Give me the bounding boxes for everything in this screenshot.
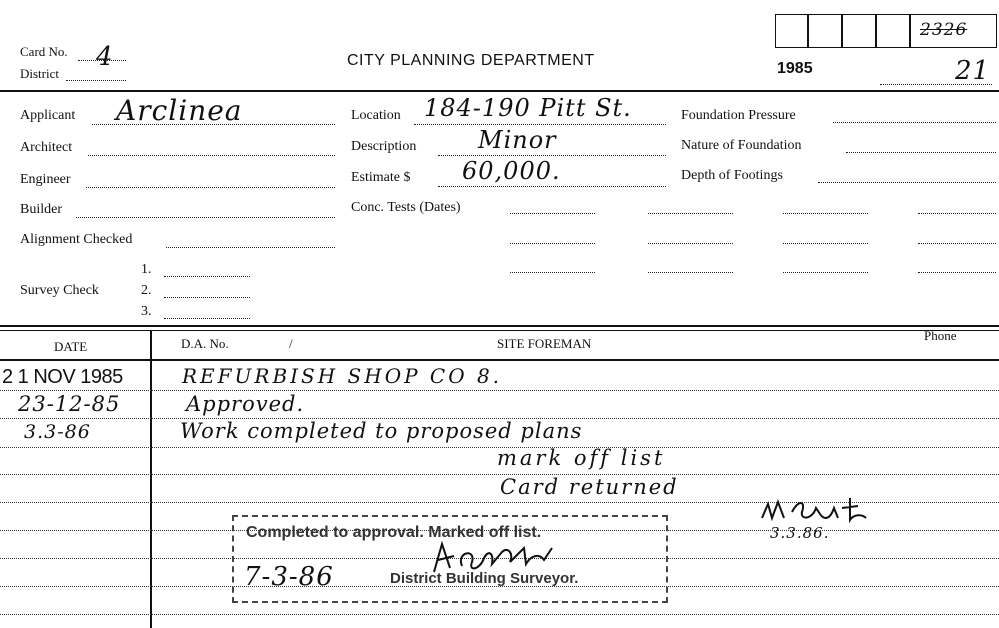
stamp-line-1: Completed to approval. Marked off list. bbox=[246, 524, 542, 541]
survey-dots-2 bbox=[164, 297, 250, 298]
conc-dots bbox=[648, 213, 733, 214]
survey-item-1: 1. bbox=[141, 262, 152, 277]
log-header-rule bbox=[0, 359, 999, 361]
builder-dots bbox=[76, 217, 335, 218]
box-divider bbox=[909, 14, 911, 48]
estimate-label: Estimate $ bbox=[351, 170, 411, 185]
estimate-value: 60,000. bbox=[462, 157, 561, 185]
entry-date-3: 3.3-86 bbox=[24, 421, 91, 443]
date-header: DATE bbox=[54, 339, 88, 354]
ruled-line bbox=[0, 390, 999, 391]
conc-tests-label: Conc. Tests (Dates) bbox=[351, 200, 461, 215]
estimate-dots bbox=[438, 186, 666, 187]
district-dots bbox=[66, 80, 126, 81]
entry-date-1: 2 1 NOV 1985 bbox=[2, 366, 123, 388]
survey-dots-3 bbox=[164, 318, 250, 319]
conc-dots bbox=[918, 243, 996, 244]
applicant-label: Applicant bbox=[20, 108, 76, 123]
architect-label: Architect bbox=[20, 140, 73, 155]
location-dots bbox=[414, 124, 666, 125]
date-column-divider bbox=[150, 330, 152, 628]
entry-text-1: REFURBISH SHOP CO 8. bbox=[182, 364, 503, 388]
nature-foundation-dots bbox=[846, 152, 996, 153]
phone-header: Phone bbox=[924, 328, 957, 343]
conc-dots bbox=[783, 272, 868, 273]
box-divider bbox=[875, 14, 877, 48]
continuation-line-2: Card returned bbox=[500, 475, 679, 499]
foundation-pressure-dots bbox=[833, 122, 996, 123]
entry-text-3: Work completed to proposed plans bbox=[180, 419, 583, 443]
sub-number: 21 bbox=[955, 56, 991, 86]
conc-dots bbox=[510, 243, 595, 244]
description-value: Minor bbox=[478, 126, 557, 154]
card-no-value: 4 bbox=[96, 42, 114, 72]
card-no-label: Card No. bbox=[20, 44, 68, 59]
surveyor-signature bbox=[428, 538, 568, 578]
page-title: CITY PLANNING DEPARTMENT bbox=[347, 52, 595, 69]
year: 1985 bbox=[777, 60, 813, 77]
entry-text-2: Approved. bbox=[186, 392, 305, 416]
engineer-dots bbox=[86, 187, 335, 188]
foreman-header: SITE FOREMAN bbox=[497, 336, 592, 351]
location-value: 184-190 Pitt St. bbox=[424, 94, 632, 122]
foundation-pressure-label: Foundation Pressure bbox=[681, 108, 796, 123]
conc-dots bbox=[510, 213, 595, 214]
da-header: D.A. No. bbox=[181, 336, 229, 351]
conc-dots bbox=[510, 272, 595, 273]
engineer-label: Engineer bbox=[20, 172, 71, 187]
conc-dots bbox=[918, 213, 996, 214]
file-number: 2326 bbox=[920, 20, 968, 40]
conc-dots bbox=[648, 243, 733, 244]
description-label: Description bbox=[351, 139, 417, 154]
header-rule bbox=[0, 90, 999, 92]
depth-footings-dots bbox=[818, 182, 996, 183]
continuation-line-1: mark off list bbox=[497, 446, 666, 470]
builder-label: Builder bbox=[20, 202, 62, 217]
survey-item-3: 3. bbox=[141, 304, 152, 319]
signature-date: 3.3.86. bbox=[770, 524, 830, 542]
survey-dots-1 bbox=[164, 276, 250, 277]
conc-dots bbox=[783, 213, 868, 214]
da-separator: / bbox=[289, 336, 293, 351]
location-label: Location bbox=[351, 108, 401, 123]
log-top-rule bbox=[0, 325, 999, 327]
architect-dots bbox=[88, 155, 335, 156]
nature-foundation-label: Nature of Foundation bbox=[681, 138, 802, 153]
alignment-label: Alignment Checked bbox=[20, 232, 133, 247]
description-dots bbox=[438, 155, 666, 156]
survey-label: Survey Check bbox=[20, 283, 99, 298]
conc-dots bbox=[648, 272, 733, 273]
stamp-line-2: District Building Surveyor. bbox=[390, 570, 579, 587]
stamp-date: 7-3-86 bbox=[244, 562, 334, 592]
district-label: District bbox=[20, 66, 59, 81]
conc-dots bbox=[918, 272, 996, 273]
applicant-value: Arclinea bbox=[116, 94, 243, 127]
alignment-dots bbox=[166, 247, 335, 248]
survey-item-2: 2. bbox=[141, 283, 152, 298]
ruled-line bbox=[0, 614, 999, 615]
entry-date-2: 23-12-85 bbox=[18, 392, 121, 416]
box-divider bbox=[841, 14, 843, 48]
conc-dots bbox=[783, 243, 868, 244]
depth-footings-label: Depth of Footings bbox=[681, 168, 783, 183]
box-divider bbox=[807, 14, 809, 48]
